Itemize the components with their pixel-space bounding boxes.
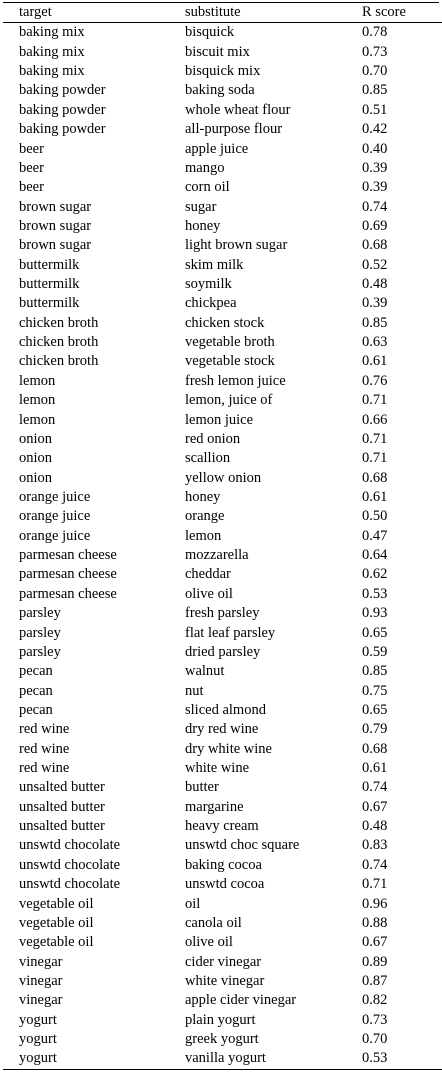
cell-target: brown sugar: [19, 198, 92, 215]
cell-substitute: heavy cream: [185, 818, 259, 835]
table-row: [3, 333, 442, 352]
table-row: [3, 178, 442, 197]
table-row: [3, 507, 442, 526]
cell-r-score: 0.68: [362, 237, 388, 254]
cell-r-score: 0.83: [362, 837, 388, 854]
cell-substitute: white wine: [185, 760, 250, 777]
table-row: [3, 991, 442, 1010]
cell-substitute: chickpea: [185, 295, 237, 312]
cell-substitute: skim milk: [185, 256, 244, 273]
cell-r-score: 0.67: [362, 934, 388, 951]
table-row: [3, 817, 442, 836]
cell-target: lemon: [19, 411, 56, 428]
cell-substitute: biscuit mix: [185, 43, 250, 60]
table-row: [3, 1011, 442, 1030]
cell-target: buttermilk: [19, 295, 80, 312]
cell-r-score: 0.74: [362, 779, 388, 796]
cell-r-score: 0.65: [362, 624, 388, 641]
cell-substitute: baking cocoa: [185, 856, 262, 873]
table-row: [3, 701, 442, 720]
cell-r-score: 0.85: [362, 663, 388, 680]
cell-target: unsalted butter: [19, 798, 105, 815]
cell-r-score: 0.40: [362, 140, 388, 157]
table-row: [3, 81, 442, 100]
cell-r-score: 0.66: [362, 411, 388, 428]
cell-r-score: 0.82: [362, 992, 388, 1009]
cell-substitute: plain yogurt: [185, 1011, 256, 1028]
cell-substitute: walnut: [185, 663, 225, 680]
cell-target: parsley: [19, 605, 61, 622]
cell-r-score: 0.64: [362, 547, 388, 564]
cell-target: chicken broth: [19, 353, 99, 370]
cell-r-score: 0.93: [362, 605, 388, 622]
substitution-table: [3, 3, 442, 1070]
cell-r-score: 0.74: [362, 198, 388, 215]
cell-target: red wine: [19, 760, 70, 777]
table-row: [3, 411, 442, 430]
cell-target: lemon: [19, 392, 56, 409]
table-row: [3, 933, 442, 952]
table-row: [3, 895, 442, 914]
cell-r-score: 0.39: [362, 295, 388, 312]
cell-r-score: 0.78: [362, 24, 388, 41]
cell-r-score: 0.96: [362, 895, 388, 912]
cell-target: baking mix: [19, 63, 85, 80]
cell-r-score: 0.50: [362, 508, 388, 525]
cell-target: buttermilk: [19, 256, 80, 273]
cell-target: chicken broth: [19, 314, 99, 331]
cell-substitute: light brown sugar: [185, 237, 288, 254]
cell-substitute: white vinegar: [185, 972, 265, 989]
cell-r-score: 0.59: [362, 643, 388, 660]
cell-substitute: olive oil: [185, 585, 233, 602]
cell-substitute: mozzarella: [185, 547, 249, 564]
cell-r-score: 0.69: [362, 217, 388, 234]
cell-r-score: 0.73: [362, 1011, 388, 1028]
table-row: [3, 275, 442, 294]
table-row: [3, 798, 442, 817]
cell-target: baking powder: [19, 121, 106, 138]
cell-target: vegetable oil: [19, 914, 94, 931]
table-row: [3, 294, 442, 313]
cell-r-score: 0.63: [362, 334, 388, 351]
cell-substitute: vegetable broth: [185, 334, 275, 351]
table-row: [3, 391, 442, 410]
table-row: [3, 198, 442, 217]
cell-r-score: 0.47: [362, 527, 388, 544]
cell-target: unswtd chocolate: [19, 856, 121, 873]
cell-substitute: dry red wine: [185, 721, 259, 738]
cell-r-score: 0.53: [362, 585, 388, 602]
table-row: [3, 217, 442, 236]
cell-substitute: butter: [185, 779, 219, 796]
cell-target: vegetable oil: [19, 934, 94, 951]
cell-substitute: corn oil: [185, 179, 230, 196]
cell-target: chicken broth: [19, 334, 99, 351]
table-row: [3, 372, 442, 391]
table-row: [3, 140, 442, 159]
cell-substitute: oil: [185, 895, 201, 912]
table-row: [3, 469, 442, 488]
table-row: [3, 565, 442, 584]
table-row: [3, 352, 442, 371]
header-target: target: [3, 3, 185, 23]
cell-substitute: apple cider vinegar: [185, 992, 297, 1009]
cell-target: red wine: [19, 740, 70, 757]
cell-r-score: 0.39: [362, 179, 388, 196]
cell-target: pecan: [19, 663, 53, 680]
cell-r-score: 0.51: [362, 101, 388, 118]
cell-substitute: sugar: [185, 198, 217, 215]
cell-substitute: vanilla yogurt: [185, 1049, 362, 1069]
cell-substitute: lemon: [185, 527, 222, 544]
cell-substitute: lemon juice: [185, 411, 254, 428]
cell-target: parmesan cheese: [19, 585, 117, 602]
cell-target: beer: [19, 140, 44, 157]
table-row: [3, 914, 442, 933]
cell-substitute: margarine: [185, 798, 244, 815]
table-row: [3, 875, 442, 894]
cell-substitute: honey: [185, 488, 221, 505]
cell-r-score: 0.65: [362, 701, 388, 718]
cell-r-score: 0.88: [362, 914, 388, 931]
cell-target: parmesan cheese: [19, 547, 117, 564]
cell-r-score: 0.75: [362, 682, 388, 699]
table-row: [3, 778, 442, 797]
cell-r-score: 0.61: [362, 760, 388, 777]
table-row: [3, 101, 442, 120]
table-row: [3, 236, 442, 255]
cell-substitute: whole wheat flour: [185, 101, 291, 118]
cell-substitute: lemon, juice of: [185, 392, 273, 409]
cell-substitute: baking soda: [185, 82, 255, 99]
table-row: [3, 624, 442, 643]
cell-r-score: 0.71: [362, 430, 388, 447]
cell-substitute: dry white wine: [185, 740, 272, 757]
cell-target: beer: [19, 159, 44, 176]
cell-target: baking powder: [19, 82, 106, 99]
cell-r-score: 0.48: [362, 818, 388, 835]
cell-r-score: 0.71: [362, 876, 388, 893]
cell-r-score: 0.70: [362, 63, 388, 80]
table-row: [3, 120, 442, 139]
cell-target: yogurt: [19, 1031, 57, 1048]
cell-r-score: 0.39: [362, 159, 388, 176]
cell-substitute: nut: [185, 682, 204, 699]
cell-substitute: fresh lemon juice: [185, 372, 286, 389]
cell-substitute: yellow onion: [185, 469, 262, 486]
table-row: [3, 953, 442, 972]
cell-r-score: 0.61: [362, 488, 388, 505]
cell-target: orange juice: [19, 488, 91, 505]
table-row: [3, 23, 442, 43]
cell-substitute: red onion: [185, 430, 241, 447]
cell-target: parsley: [19, 643, 61, 660]
table-row: [3, 585, 442, 604]
cell-target: yogurt: [3, 1049, 185, 1069]
cell-target: parsley: [19, 624, 61, 641]
cell-r-score: 0.71: [362, 450, 388, 467]
table-row: [3, 604, 442, 623]
cell-target: orange juice: [19, 508, 91, 525]
cell-target: pecan: [19, 682, 53, 699]
cell-substitute: bisquick: [185, 24, 235, 41]
cell-r-score: 0.61: [362, 353, 388, 370]
cell-target: onion: [19, 450, 53, 467]
cell-r-score: 0.42: [362, 121, 388, 138]
cell-substitute: cheddar: [185, 566, 231, 583]
table-row: [3, 662, 442, 681]
cell-target: parmesan cheese: [19, 566, 117, 583]
cell-substitute: chicken stock: [185, 314, 265, 331]
table-row: [3, 1049, 442, 1069]
cell-substitute: orange: [185, 508, 225, 525]
cell-target: baking powder: [19, 101, 106, 118]
table-row: [3, 62, 442, 81]
cell-target: onion: [19, 469, 53, 486]
table-row: [3, 972, 442, 991]
table-row: [3, 836, 442, 855]
cell-target: unsalted butter: [19, 779, 105, 796]
cell-target: vinegar: [19, 992, 63, 1009]
cell-target: vinegar: [19, 953, 63, 970]
cell-r-score: 0.68: [362, 740, 388, 757]
cell-r-score: 0.85: [362, 314, 388, 331]
table-row: [3, 1030, 442, 1049]
cell-substitute: olive oil: [185, 934, 233, 951]
cell-target: orange juice: [19, 527, 91, 544]
cell-target: baking mix: [19, 43, 85, 60]
table-row: [3, 314, 442, 333]
cell-r-score: 0.53: [362, 1049, 442, 1069]
cell-target: unswtd chocolate: [19, 876, 121, 893]
table-row: [3, 643, 442, 662]
cell-r-score: 0.70: [362, 1031, 388, 1048]
table-row: [3, 488, 442, 507]
cell-r-score: 0.73: [362, 43, 388, 60]
cell-target: brown sugar: [19, 217, 92, 234]
cell-substitute: apple juice: [185, 140, 249, 157]
cell-target: buttermilk: [19, 276, 80, 293]
table-row: [3, 159, 442, 178]
cell-substitute: scallion: [185, 450, 231, 467]
cell-substitute: mango: [185, 159, 225, 176]
cell-r-score: 0.79: [362, 721, 388, 738]
cell-substitute: greek yogurt: [185, 1031, 259, 1048]
cell-substitute: dried parsley: [185, 643, 261, 660]
table-row: [3, 720, 442, 739]
table-row: [3, 43, 442, 62]
cell-r-score: 0.52: [362, 256, 388, 273]
table-row: [3, 546, 442, 565]
cell-r-score: 0.87: [362, 972, 388, 989]
cell-target: onion: [19, 430, 53, 447]
cell-target: unswtd chocolate: [19, 837, 121, 854]
cell-substitute: vegetable stock: [185, 353, 275, 370]
table-row: [3, 449, 442, 468]
cell-r-score: 0.62: [362, 566, 388, 583]
cell-r-score: 0.89: [362, 953, 388, 970]
cell-r-score: 0.85: [362, 82, 388, 99]
cell-substitute: canola oil: [185, 914, 242, 931]
substitution-table-container: [3, 2, 439, 1070]
cell-target: vinegar: [19, 972, 63, 989]
cell-r-score: 0.68: [362, 469, 388, 486]
cell-substitute: unswtd cocoa: [185, 876, 265, 893]
cell-substitute: fresh parsley: [185, 605, 260, 622]
cell-target: red wine: [19, 721, 70, 738]
table-row: [3, 527, 442, 546]
cell-target: lemon: [19, 372, 56, 389]
cell-r-score: 0.48: [362, 276, 388, 293]
cell-substitute: honey: [185, 217, 221, 234]
cell-r-score: 0.67: [362, 798, 388, 815]
cell-substitute: sliced almond: [185, 701, 266, 718]
cell-substitute: all-purpose flour: [185, 121, 283, 138]
table-body: [3, 23, 442, 1069]
cell-substitute: soymilk: [185, 276, 232, 293]
cell-target: yogurt: [19, 1011, 57, 1028]
cell-substitute: bisquick mix: [185, 63, 261, 80]
header-r-score: R score: [362, 3, 442, 23]
cell-r-score: 0.71: [362, 392, 388, 409]
table-row: [3, 682, 442, 701]
header-substitute: substitute: [185, 3, 362, 23]
cell-target: vegetable oil: [19, 895, 94, 912]
table-row: [3, 256, 442, 275]
cell-r-score: 0.74: [362, 856, 388, 873]
cell-target: pecan: [19, 701, 53, 718]
cell-target: beer: [19, 179, 44, 196]
cell-r-score: 0.76: [362, 372, 388, 389]
table-row: [3, 856, 442, 875]
cell-substitute: cider vinegar: [185, 953, 262, 970]
cell-target: unsalted butter: [19, 818, 105, 835]
table-row: [3, 430, 442, 449]
table-header-row: [3, 3, 442, 23]
cell-substitute: unswtd choc square: [185, 837, 300, 854]
cell-substitute: flat leaf parsley: [185, 624, 276, 641]
table-row: [3, 740, 442, 759]
cell-target: brown sugar: [19, 237, 92, 254]
cell-target: baking mix: [19, 24, 85, 41]
table-row: [3, 759, 442, 778]
